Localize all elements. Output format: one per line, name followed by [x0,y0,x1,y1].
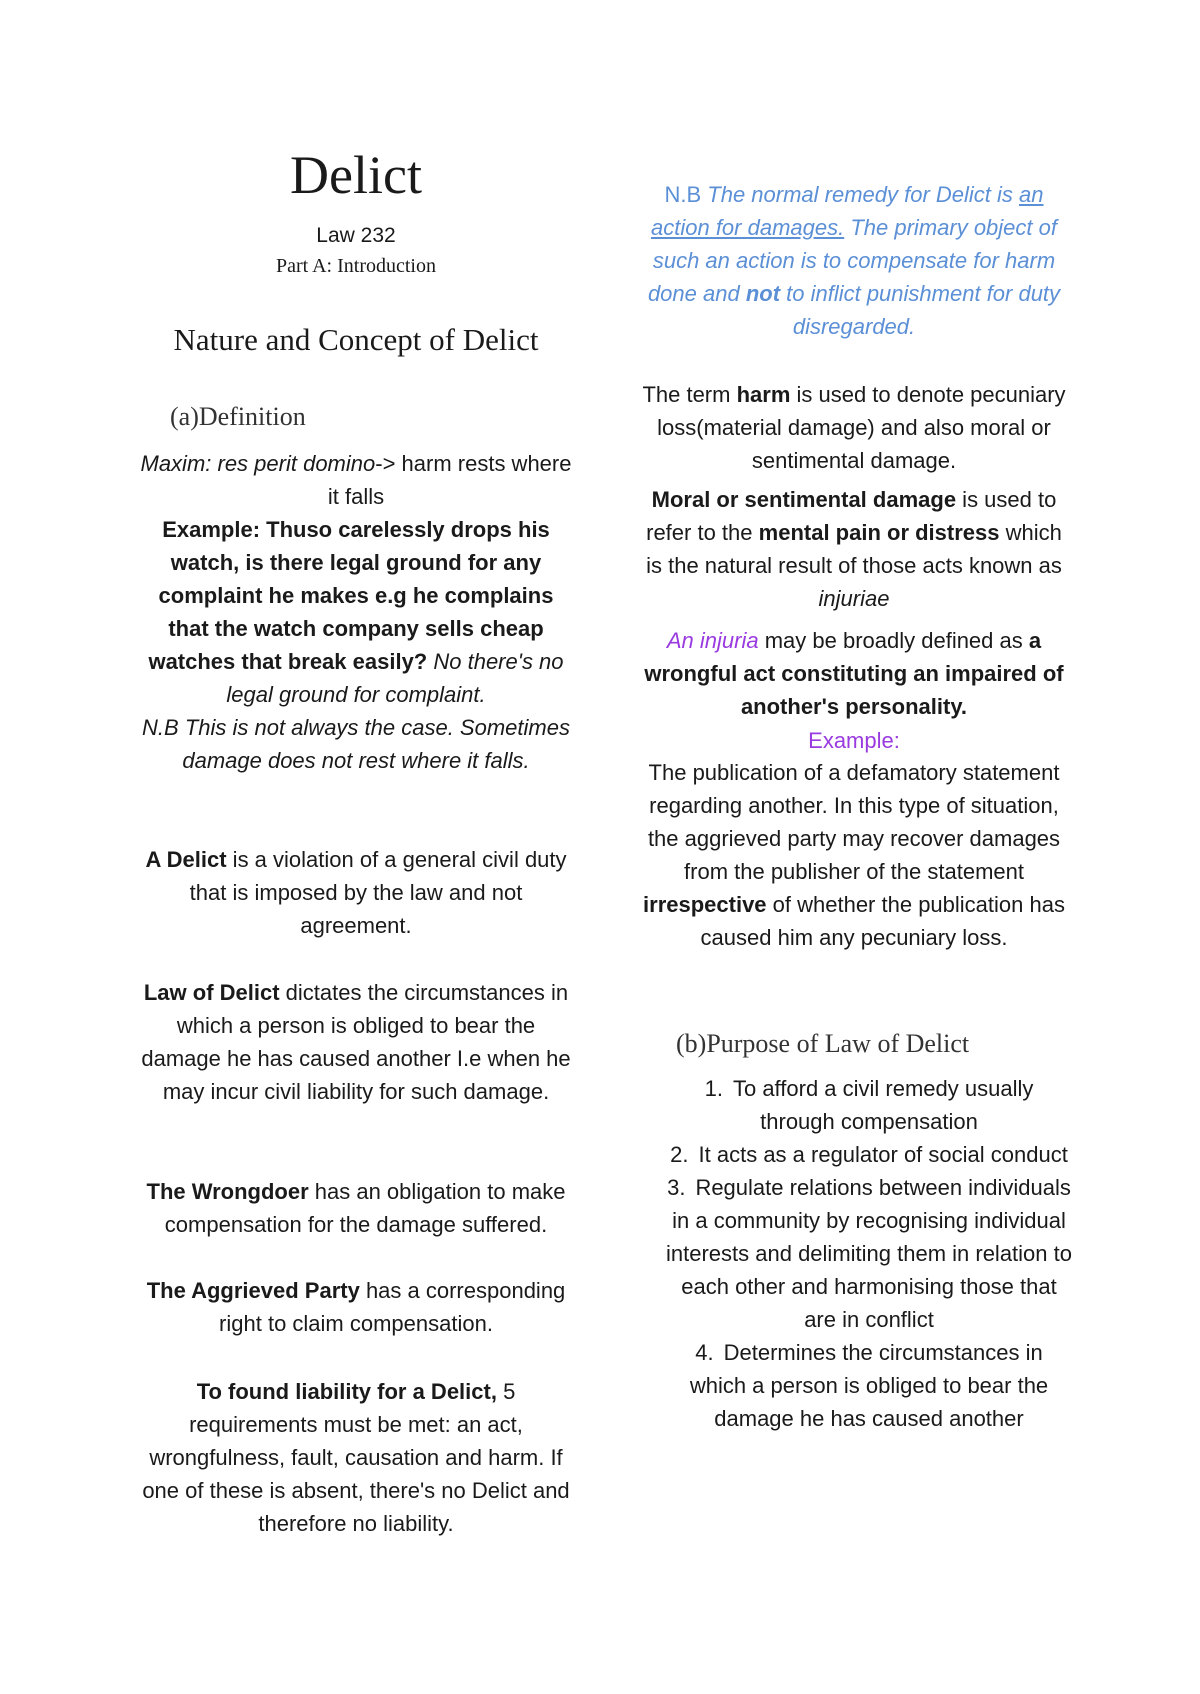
list-number: 1. [704,1076,723,1101]
list-text: To afford a civil remedy usually through compensation [732,1076,1034,1134]
moral-bold: Moral or sentimental damage [651,487,957,512]
nb-text-2: The primary object of such an action is to compensate for harm done and [647,215,1057,306]
nb-underlined: an action for damages. [651,182,1044,240]
injuria-text: may be broadly defined as [758,628,1029,653]
purpose-heading: (b)Purpose of Law of Delict [676,1029,970,1058]
harm-text-2: is used to denote pecuniary loss(material damage) and also moral or sentimental damage. [657,382,1066,473]
found-rest: 5 requirements must be met: an act, wrongfulness, fault, causation and harm. If one of these is absent, there's no Delict and therefore no liability. [142,1379,570,1536]
wrongdoer-rest: has an obligation to make compensation for the damage suffered. [164,1179,566,1237]
list-item [666,1336,1072,1435]
nb-note [140,711,572,777]
nb-text-3: to inflict punishment for duty disregarded. [780,281,1061,339]
aggrieved-bold: The Aggrieved Party [146,1278,360,1303]
example-bold-word: irrespective [643,892,767,917]
delict-definition [140,843,572,942]
law-rest: dictates the circumstances in which a person is obliged to bear the damage he has caused another I.e when he may incur civil liability for such damage. [141,980,571,1104]
moral-text-2: which is the natural result of those acts known as [646,520,1062,578]
wrongdoer-bold: The Wrongdoer [146,1179,309,1204]
publication-example [636,756,1072,954]
delict-bold: A Delict [145,847,227,872]
example-paragraph [140,513,572,711]
injuria-italic: An injuria [666,628,759,653]
nb-prefix: N.B [664,182,708,207]
list-number: 4. [695,1340,714,1365]
list-item [666,1072,1072,1138]
purpose-list [666,1072,1072,1435]
injuria-paragraph [636,624,1072,723]
law-bold: Law of Delict [143,980,280,1005]
moral-italic: injuriae [818,586,890,611]
moral-bold-2: mental pain or distress [758,520,1000,545]
example-text-2: of whether the publication has caused him any pecuniary loss. [700,892,1065,950]
nb-text-1: The normal remedy for Delict is [707,182,1020,207]
harm-paragraph [636,378,1072,477]
nb-not: not [745,281,781,306]
maxim-paragraph [140,447,572,513]
aggrieved-rest: has a corresponding right to claim compensation. [219,1278,566,1336]
list-text: Regulate relations between individuals in a community by recognising individual interests and delimiting them in relation to each other and harmonising those that are in conflict [666,1175,1072,1332]
maxim-rest: -> harm rests where it falls [327,451,572,509]
course-code: Law 232 [316,224,396,247]
list-text: Determines the circumstances in which a person is obliged to bear the damage he has caused another [689,1340,1049,1431]
aggrieved-paragraph [140,1274,572,1340]
moral-damage-paragraph [636,483,1072,615]
harm-bold: harm [736,382,791,407]
list-item [666,1171,1072,1336]
nb-remedy-note [636,178,1072,343]
wrongdoer-paragraph [140,1175,572,1241]
maxim-label: Maxim: res perit domino [140,451,376,476]
list-number: 3. [667,1175,686,1200]
injuria-bold: a wrongful act constituting an impaired of another's personality. [644,628,1064,719]
document-title: Delict [290,145,422,205]
liability-paragraph [140,1375,572,1540]
example-italic: No there's no legal ground for complaint. [226,649,564,707]
nb-note-text: N.B This is not always the case. Sometimes damage does not rest where it falls. [142,715,570,773]
list-text: It acts as a regulator of social conduct [698,1142,1068,1167]
law-of-delict-paragraph [140,976,572,1108]
found-bold: To found liability for a Delict, [196,1379,497,1404]
example-text-1: The publication of a defamatory statement regarding another. In this type of situation, the aggrieved party may recover damages from the publisher of the statement [647,760,1061,884]
section-heading: Nature and Concept of Delict [173,322,539,357]
part-title: Part A: Introduction [276,255,436,277]
example-bold: Example: Thuso carelessly drops his watch, is there legal ground for any complaint he makes e.g he complains that the watch company sells cheap watches that break easily? [148,517,554,674]
delict-rest: is a violation of a general civil duty that is imposed by the law and not agreement. [189,847,567,938]
moral-text-1: is used to refer to the [646,487,1057,545]
list-item [666,1138,1072,1171]
list-number: 2. [670,1142,689,1167]
example-label: Example: [808,728,900,753]
harm-text-1: The term [642,382,737,407]
definition-heading: (a)Definition [170,402,306,431]
